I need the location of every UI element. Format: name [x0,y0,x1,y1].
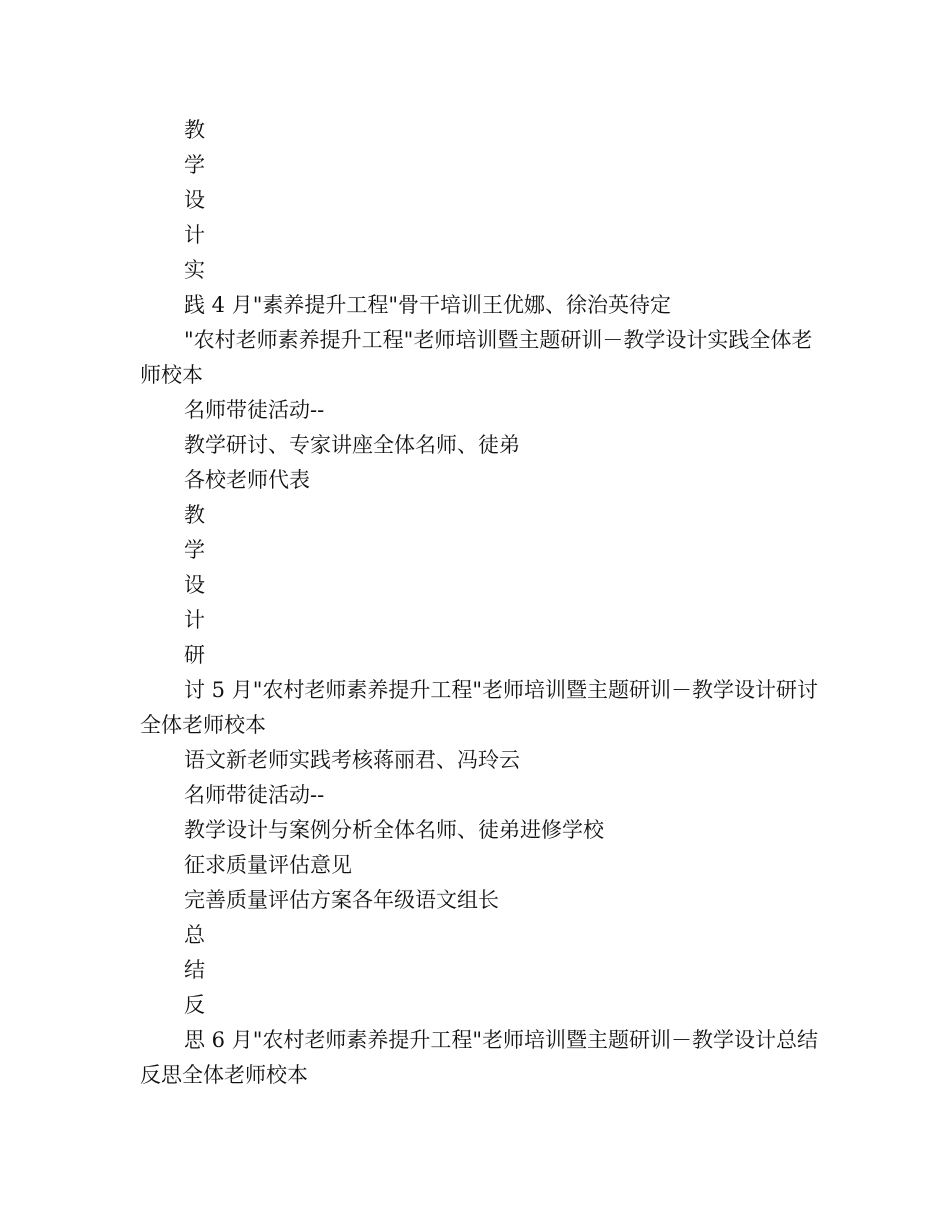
text-line: 实 [184,258,205,282]
text-line: 践 4 月"素养提升工程"骨干培训王优娜、徐治英待定 [184,293,672,317]
text-paragraph: 讨 5 月"农村老师素养提升工程"老师培训暨主题研训－教学设计研讨全体老师校本 [140,678,819,737]
text-line: 名师带徒活动-- [184,783,325,807]
text-line: 设 [184,573,205,597]
text-paragraph: 思 6 月"农村老师素养提升工程"老师培训暨主题研训－教学设计总结反思全体老师校本 [140,1028,819,1087]
text-paragraph: "农村老师素养提升工程"老师培训暨主题研训－教学设计实践全体老师校本 [140,328,813,387]
text-line: 征求质量评估意见 [184,853,352,877]
text-line: 结 [184,958,205,982]
text-line: 设 [184,188,205,212]
text-line: 学 [184,153,205,177]
text-line: 教 [184,118,205,142]
text-line: 学 [184,538,205,562]
text-line: 名师带徒活动-- [184,398,325,422]
text-line: 各校老师代表 [184,468,310,492]
text-line: 教 [184,503,205,527]
text-line: 教学设计与案例分析全体名师、徒弟进修学校 [184,818,604,842]
text-line: 完善质量评估方案各年级语文组长 [184,888,499,912]
text-line: 教学研讨、专家讲座全体名师、徒弟 [184,433,520,457]
text-line: 研 [184,643,205,667]
document-body [140,113,820,1093]
text-line: 计 [184,223,205,247]
text-line: 语文新老师实践考核蒋丽君、冯玲云 [184,748,520,772]
text-line: 总 [184,923,205,947]
text-line: 反 [184,993,205,1017]
text-line: 计 [184,608,205,632]
